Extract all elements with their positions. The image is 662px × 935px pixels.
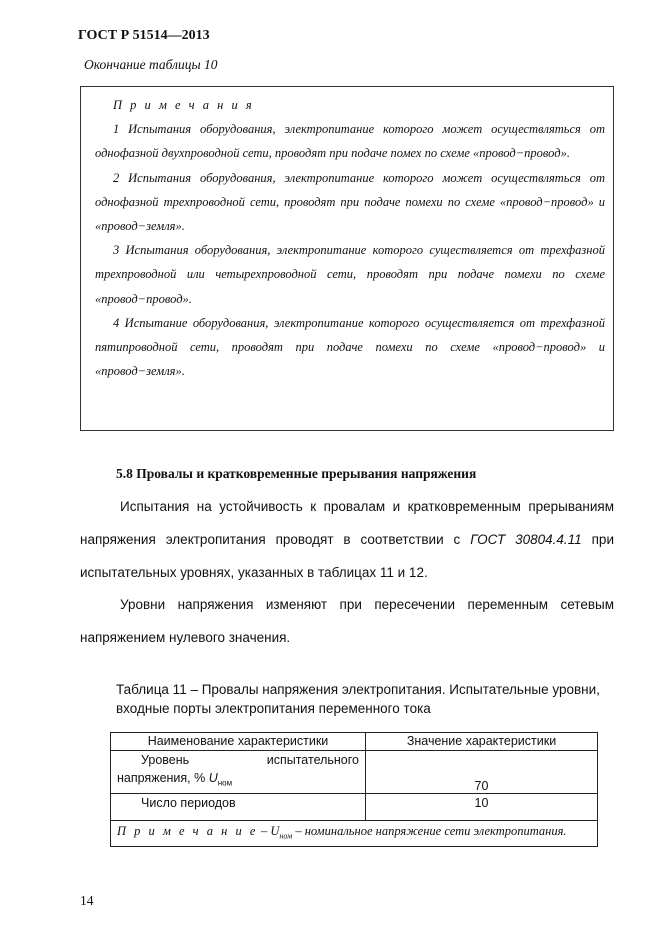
page-number: 14: [80, 893, 94, 908]
notes-box: [80, 86, 614, 431]
table-note: П р и м е ч а н и е – $U_{ном}$ – номинальное напряжение сети электропитания.: [111, 820, 598, 847]
paragraph-1-text-b: при испытательных уровнях, указанных в таблицах 11 и 12.: [80, 532, 614, 580]
standard-reference: ГОСТ 30804.4.11: [470, 532, 582, 547]
row-value-periods: 10: [366, 793, 598, 820]
row-value-voltage-level: 70: [366, 751, 598, 794]
table-row: [111, 793, 598, 820]
table-continuation-label: Окончание таблицы 10: [84, 57, 218, 72]
section-title: 5.8 Провалы и кратковременные прерывания напряжения: [116, 466, 477, 481]
paragraph-1-text-a: Испытания на устойчивость к провалам и кратковременным прерываниям напряжения электропитания проводят в соответствии с: [80, 499, 614, 547]
table-11-caption: [116, 680, 606, 718]
note-item-4: 4 Испытание оборудования, электропитание которого осуществляется от трехфазной пятипроводной сети, проводят при подаче помехи по схеме «провод−провод» и «провод−земля».: [95, 315, 605, 379]
table-11: [110, 732, 598, 847]
row-label-voltage-level: Уровень испытательного напряжения, % $U_{ном}$: [111, 751, 366, 794]
caption-line-2: входные порты электропитания переменного тока: [116, 701, 431, 716]
note-item-2: 2 Испытания оборудования, электропитание которого может осуществляться от однофазной трехпроводной сети, проводят при подаче помехи по схеме «провод−провод» и «провод−земля».: [95, 170, 605, 234]
document-header: ГОСТ Р 51514—2013: [78, 28, 210, 43]
header-characteristic-value: Значение характеристики: [366, 733, 598, 751]
section-paragraph-1: [80, 490, 614, 589]
section-paragraph-2: Уровни напряжения изменяют при пересечении переменным сетевым напряжением нулевого значения.: [80, 597, 614, 645]
table-header-row: [111, 733, 598, 751]
note-item-3: 3 Испытания оборудования, электропитание которого существляется от трехфазной трехпроводной или четырехпроводной сети, проводят при подаче помехи по схеме «провод−провод».: [95, 243, 605, 306]
row-label-periods: Число периодов: [111, 793, 366, 820]
header-characteristic-name: Наименование характеристики: [111, 733, 366, 751]
caption-line-1: Таблица 11 – Провалы напряжения электропитания. Испытательные уровни,: [116, 682, 600, 697]
note-item-1: 1 Испытания оборудования, электропитание которого может осуществляться от однофазной двухпроводной сети, проводят при подаче помех по схеме «провод−провод».: [95, 122, 605, 161]
table-row: [111, 751, 598, 794]
notes-heading: П р и м е ч а н и я: [113, 98, 255, 112]
table-note-row: [111, 820, 598, 847]
